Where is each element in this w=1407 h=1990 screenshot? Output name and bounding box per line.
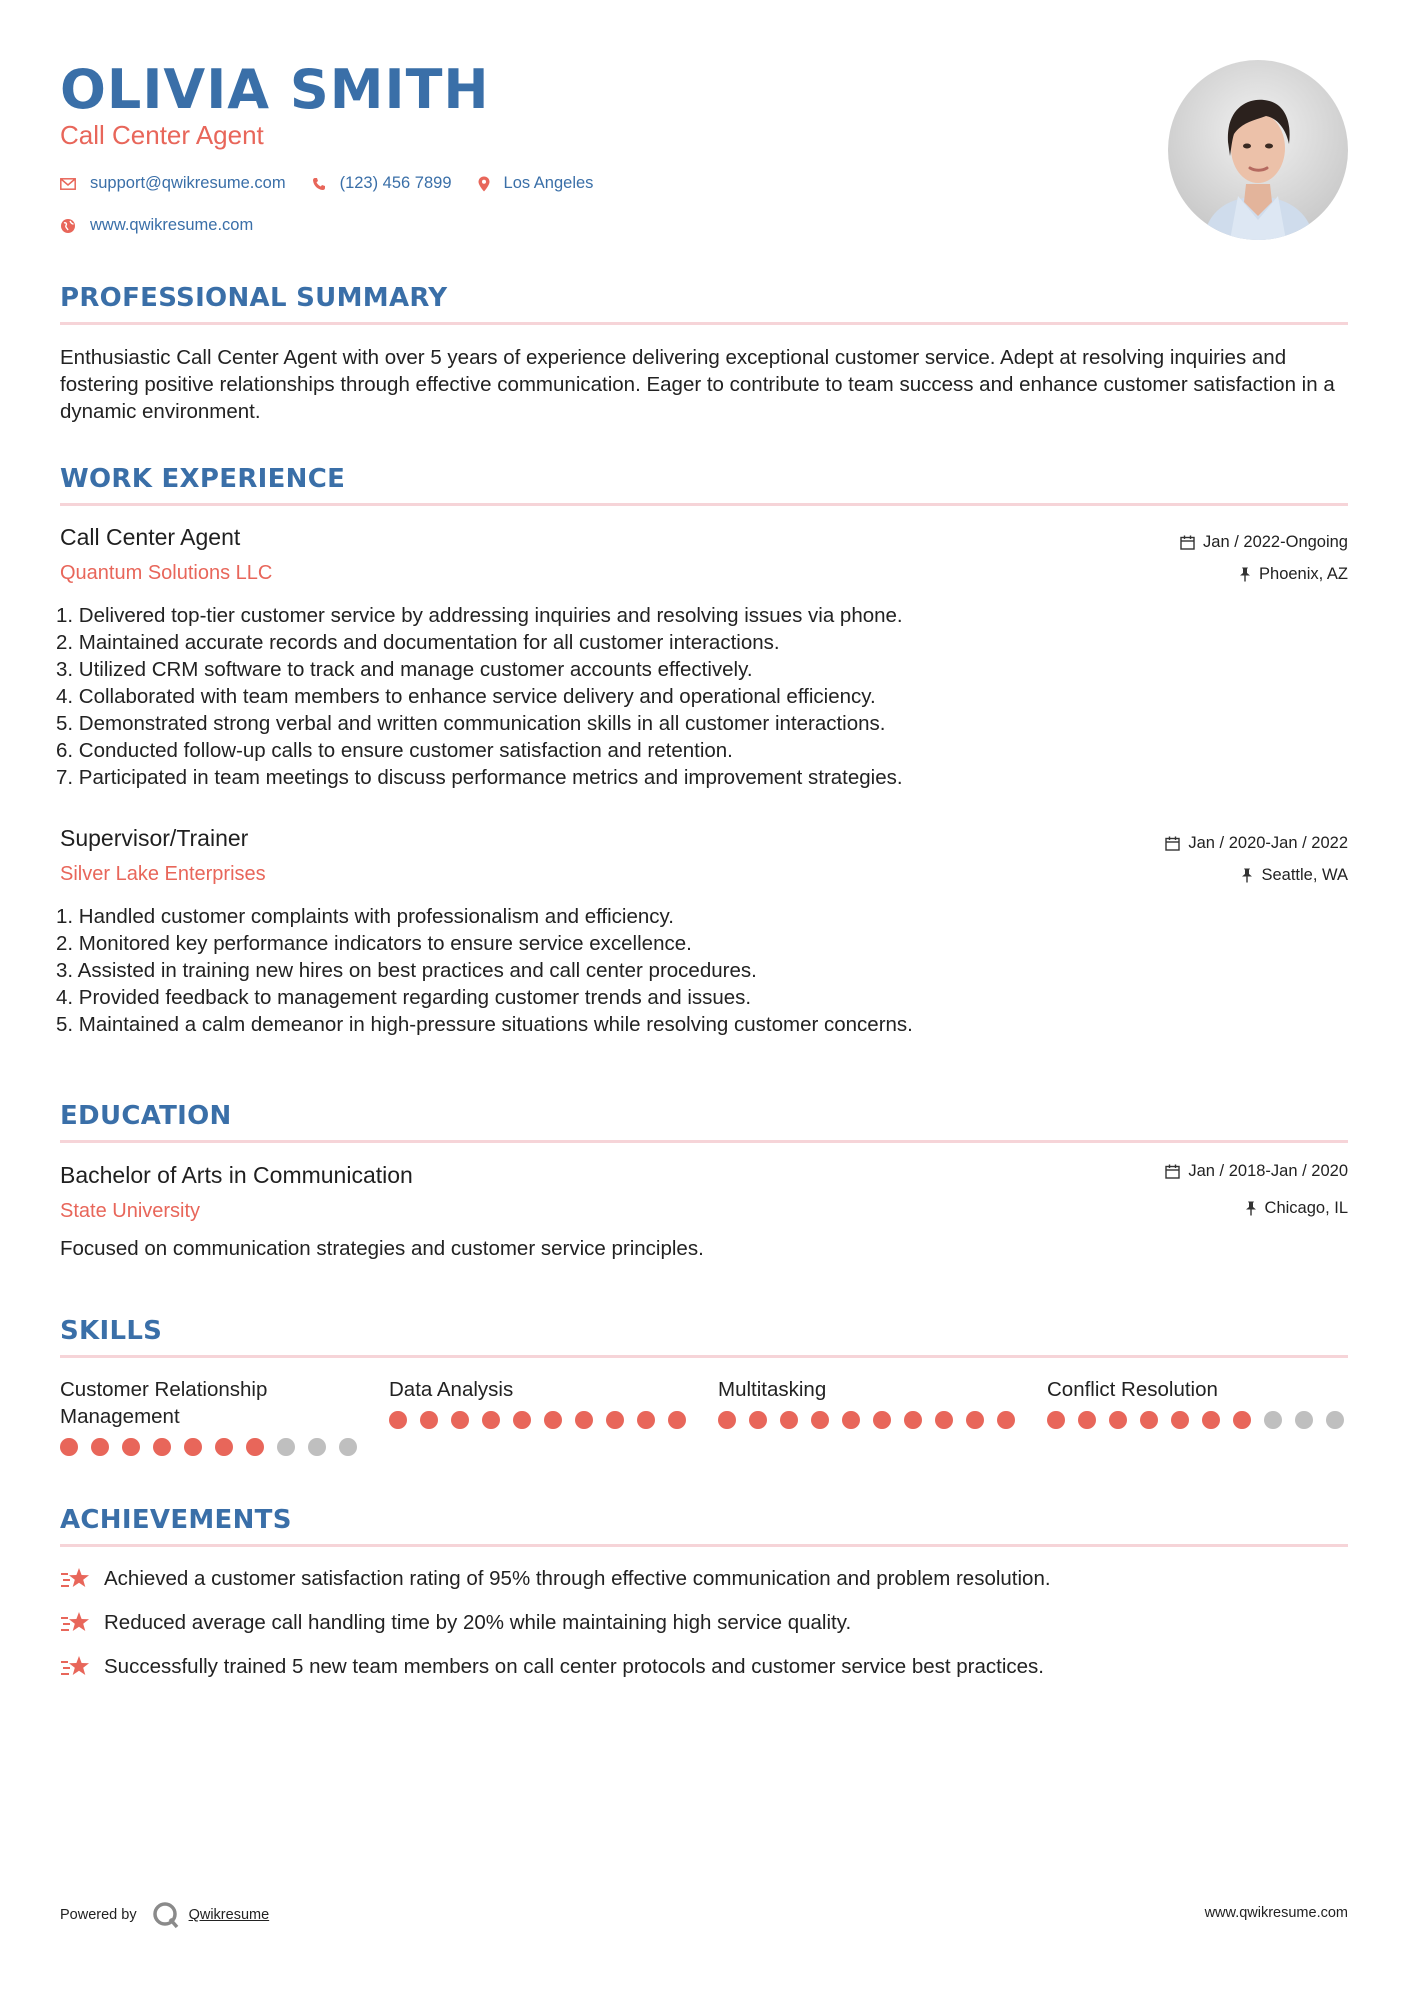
education-description: Focused on communication strategies and customer service principles. bbox=[60, 1237, 704, 1260]
job-location bbox=[1241, 866, 1348, 885]
job-dates-text: Jan / 2020-Jan / 2022 bbox=[1188, 834, 1348, 852]
rating-dot-filled bbox=[122, 1438, 140, 1456]
section-divider bbox=[60, 1355, 1348, 1358]
contact-row bbox=[60, 174, 619, 193]
job-bullet: 3. Assisted in training new hires on best practices and call center procedures. bbox=[56, 959, 757, 982]
skill-rating bbox=[718, 1411, 1028, 1429]
job-bullet: 7. Participated in team meetings to discuss performance metrics and improvement strategies. bbox=[56, 766, 903, 789]
rating-dot-filled bbox=[606, 1411, 624, 1429]
achievement-item bbox=[60, 1654, 1044, 1680]
job-bullets bbox=[56, 602, 1346, 791]
rating-dot-empty bbox=[339, 1438, 357, 1456]
rating-dot-filled bbox=[718, 1411, 736, 1429]
job-bullet: 5. Maintained a calm demeanor in high-pressure situations while resolving customer concerns. bbox=[56, 1013, 913, 1036]
job-dates-text: Jan / 2022-Ongoing bbox=[1203, 533, 1348, 551]
section-title-experience: WORK EXPERIENCE bbox=[60, 464, 346, 494]
rating-dot-filled bbox=[91, 1438, 109, 1456]
degree-title: Bachelor of Arts in Communication bbox=[60, 1162, 413, 1188]
contact-website[interactable] bbox=[60, 216, 253, 235]
job-title: Call Center Agent bbox=[60, 524, 241, 550]
achievement-text: Successfully trained 5 new team members on call center protocols and customer service best practices. bbox=[104, 1655, 1044, 1678]
section-divider bbox=[60, 1140, 1348, 1143]
achievement-text: Achieved a customer satisfaction rating of 95% through effective communication and problem resolution. bbox=[104, 1567, 1051, 1590]
rating-dot-filled bbox=[935, 1411, 953, 1429]
rating-dot-filled bbox=[482, 1411, 500, 1429]
education-dates bbox=[1165, 1162, 1348, 1181]
job-dates bbox=[1165, 834, 1348, 853]
rating-dot-filled bbox=[904, 1411, 922, 1429]
skill-name: Customer Relationship Management bbox=[60, 1378, 268, 1428]
location-text: Los Angeles bbox=[503, 174, 594, 192]
job-bullet: 4. Collaborated with team members to enhance service delivery and operational efficiency. bbox=[56, 685, 876, 708]
pushpin-icon bbox=[1241, 868, 1253, 883]
contact-row-website bbox=[60, 216, 279, 235]
rating-dot-filled bbox=[184, 1438, 202, 1456]
website-text: www.qwikresume.com bbox=[90, 216, 254, 234]
map-pin-icon bbox=[478, 176, 490, 192]
contact-location bbox=[478, 174, 594, 193]
rating-dot-filled bbox=[1140, 1411, 1158, 1429]
rating-dot-filled bbox=[575, 1411, 593, 1429]
skill-name: Conflict Resolution bbox=[1047, 1378, 1218, 1401]
achievement-item bbox=[60, 1566, 1051, 1592]
skill-item bbox=[389, 1376, 699, 1429]
qwikresume-logo-icon bbox=[151, 1900, 181, 1930]
profile-photo bbox=[1168, 60, 1348, 240]
candidate-name: OLIVIA SMITH bbox=[60, 58, 490, 121]
brand-link[interactable]: Qwikresume bbox=[188, 1907, 270, 1923]
job-bullet: 6. Conducted follow-up calls to ensure customer satisfaction and retention. bbox=[56, 739, 733, 762]
education-location bbox=[1245, 1199, 1348, 1218]
rating-dot-filled bbox=[1109, 1411, 1127, 1429]
skill-item bbox=[718, 1376, 1028, 1429]
rating-dot-filled bbox=[780, 1411, 798, 1429]
job-location-text: Phoenix, AZ bbox=[1259, 565, 1348, 583]
job-title: Supervisor/Trainer bbox=[60, 825, 249, 851]
rating-dot-filled bbox=[873, 1411, 891, 1429]
job-dates bbox=[1180, 533, 1348, 552]
section-divider bbox=[60, 322, 1348, 325]
rating-dot-filled bbox=[668, 1411, 686, 1429]
rating-dot-filled bbox=[246, 1438, 264, 1456]
globe-icon bbox=[60, 218, 76, 234]
job-bullet: 5. Demonstrated strong verbal and written communication skills in all customer interactions. bbox=[56, 712, 886, 735]
section-divider bbox=[60, 503, 1348, 506]
footer-powered-by bbox=[60, 1900, 269, 1930]
education-location-text: Chicago, IL bbox=[1264, 1199, 1348, 1217]
rating-dot-filled bbox=[451, 1411, 469, 1429]
skill-rating bbox=[60, 1438, 370, 1456]
job-bullets bbox=[56, 903, 1346, 1038]
rating-dot-filled bbox=[420, 1411, 438, 1429]
rating-dot-filled bbox=[637, 1411, 655, 1429]
rating-dot-filled bbox=[513, 1411, 531, 1429]
rating-dot-empty bbox=[1295, 1411, 1313, 1429]
job-bullet: 4. Provided feedback to management regarding customer trends and issues. bbox=[56, 986, 752, 1009]
school-name: State University bbox=[60, 1200, 201, 1222]
skill-name: Data Analysis bbox=[389, 1378, 514, 1401]
rating-dot-filled bbox=[1078, 1411, 1096, 1429]
contact-email[interactable] bbox=[60, 174, 286, 193]
pushpin-icon bbox=[1239, 567, 1251, 582]
phone-icon bbox=[312, 177, 326, 191]
rating-dot-filled bbox=[1047, 1411, 1065, 1429]
footer-website[interactable]: www.qwikresume.com bbox=[1204, 1905, 1348, 1921]
job-bullet: 2. Maintained accurate records and documentation for all customer interactions. bbox=[56, 631, 780, 654]
calendar-icon bbox=[1180, 535, 1195, 550]
job-bullet: 2. Monitored key performance indicators to ensure service excellence. bbox=[56, 932, 692, 955]
envelope-icon bbox=[60, 178, 76, 190]
rating-dot-filled bbox=[60, 1438, 78, 1456]
section-title-summary: PROFESSIONAL SUMMARY bbox=[60, 283, 448, 313]
rating-dot-filled bbox=[842, 1411, 860, 1429]
contact-phone[interactable] bbox=[312, 174, 452, 193]
star-icon bbox=[60, 1654, 92, 1680]
section-title-achievements: ACHIEVEMENTS bbox=[60, 1505, 292, 1535]
rating-dot-empty bbox=[308, 1438, 326, 1456]
section-title-education: EDUCATION bbox=[60, 1101, 232, 1131]
star-icon bbox=[60, 1566, 92, 1592]
job-location bbox=[1239, 565, 1348, 584]
rating-dot-filled bbox=[544, 1411, 562, 1429]
powered-by-text: Powered by bbox=[60, 1907, 137, 1923]
candidate-role: Call Center Agent bbox=[60, 120, 264, 150]
achievement-text: Reduced average call handling time by 20% while maintaining high service quality. bbox=[104, 1611, 852, 1634]
job-bullet: 1. Delivered top-tier customer service by addressing inquiries and resolving issues via phone. bbox=[56, 604, 903, 627]
achievement-item bbox=[60, 1610, 851, 1636]
rating-dot-filled bbox=[811, 1411, 829, 1429]
rating-dot-filled bbox=[153, 1438, 171, 1456]
job-bullet: 1. Handled customer complaints with professionalism and efficiency. bbox=[56, 905, 674, 928]
job-location-text: Seattle, WA bbox=[1261, 866, 1348, 884]
calendar-icon bbox=[1165, 836, 1180, 851]
summary-text: Enthusiastic Call Center Agent with over 5 years of experience delivering exceptional customer service. Adept at resolving inquiries and fostering positive relationships through effective communication. Eager to contribute to team success and enhance customer satisfaction in a dynamic environment. bbox=[60, 346, 1335, 423]
rating-dot-filled bbox=[1202, 1411, 1220, 1429]
skill-item bbox=[60, 1376, 370, 1456]
rating-dot-filled bbox=[389, 1411, 407, 1429]
rating-dot-empty bbox=[1326, 1411, 1344, 1429]
section-divider bbox=[60, 1544, 1348, 1547]
job-bullet: 3. Utilized CRM software to track and manage customer accounts effectively. bbox=[56, 658, 753, 681]
rating-dot-filled bbox=[997, 1411, 1015, 1429]
education-dates-text: Jan / 2018-Jan / 2020 bbox=[1188, 1162, 1348, 1180]
pushpin-icon bbox=[1245, 1201, 1257, 1216]
skill-item bbox=[1047, 1376, 1357, 1429]
rating-dot-filled bbox=[215, 1438, 233, 1456]
company-name: Quantum Solutions LLC bbox=[60, 562, 273, 584]
rating-dot-empty bbox=[277, 1438, 295, 1456]
section-title-skills: SKILLS bbox=[60, 1316, 163, 1346]
skill-name: Multitasking bbox=[718, 1378, 827, 1401]
rating-dot-filled bbox=[1171, 1411, 1189, 1429]
skill-rating bbox=[1047, 1411, 1357, 1429]
company-name: Silver Lake Enterprises bbox=[60, 863, 266, 885]
calendar-icon bbox=[1165, 1164, 1180, 1179]
phone-text: (123) 456 7899 bbox=[339, 174, 452, 192]
rating-dot-filled bbox=[749, 1411, 767, 1429]
email-text: support@qwikresume.com bbox=[90, 174, 286, 192]
rating-dot-empty bbox=[1264, 1411, 1282, 1429]
skill-rating bbox=[389, 1411, 699, 1429]
rating-dot-filled bbox=[966, 1411, 984, 1429]
rating-dot-filled bbox=[1233, 1411, 1251, 1429]
star-icon bbox=[60, 1610, 92, 1636]
